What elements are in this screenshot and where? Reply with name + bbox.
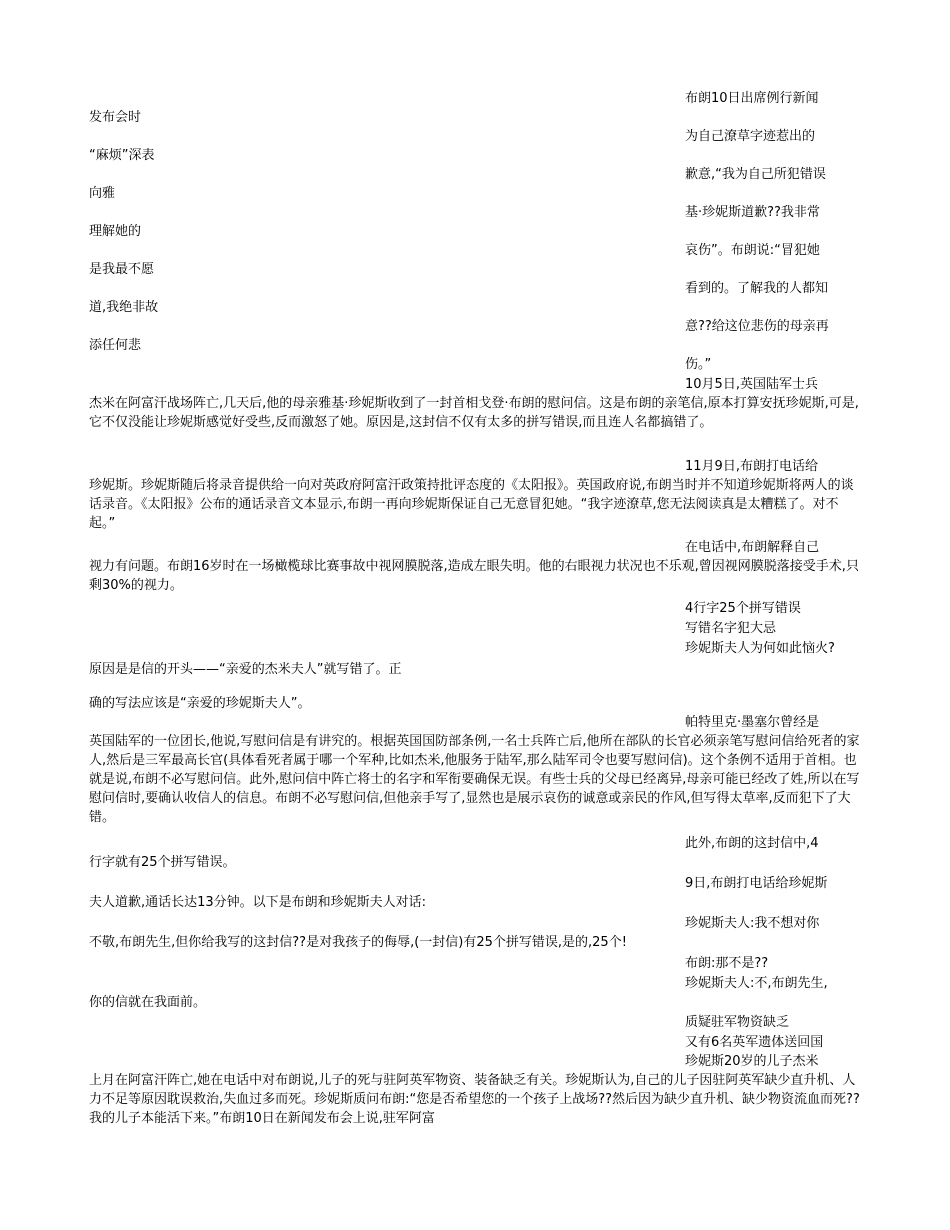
text-line: 向雅 bbox=[89, 186, 116, 201]
paragraph-lead: 帕特里克·墨塞尔曾经是 bbox=[685, 715, 820, 730]
paragraph-body: 行字就有25个拼写错误。 bbox=[89, 855, 236, 870]
dialogue-line: 布朗:那不是?? bbox=[685, 956, 769, 971]
paragraph-lead: 9日,布朗打电话给珍妮斯 bbox=[685, 876, 828, 891]
paragraph bbox=[89, 974, 861, 1012]
paragraph bbox=[89, 834, 861, 872]
text-line: “麻烦”深表 bbox=[89, 148, 155, 163]
section-heading: 质疑驻军物资缺乏 bbox=[685, 1015, 790, 1030]
text-line: 确的写法应该是“亲爱的珍妮斯夫人”。 bbox=[89, 696, 311, 711]
text-line: 意??给这位悲伤的母亲再 bbox=[685, 319, 829, 334]
paragraph-body: 杰米在阿富汗战场阵亡,几天后,他的母亲雅基·珍妮斯收到了一封首相戈登·布朗的慰问信。这是布朗的亲笔信,原本打算安抚珍妮斯,可是,它不仅没能让珍妮斯感觉好受些,反而激怒了她。原因是,这封信不仅有太多的拼写错误,而且连人名都搞错了。 bbox=[89, 396, 859, 430]
paragraph-lead: 11月9日,布朗打电话给 bbox=[685, 459, 818, 474]
paragraph-body: 夫人道歉,通话长达13分钟。以下是布朗和珍妮斯夫人对话: bbox=[89, 895, 427, 910]
text-line: 添任何悲 bbox=[89, 338, 142, 353]
paragraph bbox=[89, 457, 861, 533]
paragraph-body: 珍妮斯。珍妮斯随后将录音提供给一向对英政府阿富汗政策持批评态度的《太阳报》。英国政府说,布朗当时并不知道珍妮斯将两人的谈话录音。《太阳报》公布的通话录音文本显示,布朗一再向珍妮斯保证自己无意冒犯她。“我字迹潦草,您无法阅读真是太糟糕了。对不起。” bbox=[89, 478, 854, 531]
text-line: 理解她的 bbox=[89, 224, 142, 239]
paragraph bbox=[89, 1052, 861, 1128]
section-heading: 珍妮斯夫人为何如此恼火? bbox=[685, 641, 835, 656]
section-heading: 又有6名英军遗体送回国 bbox=[685, 1035, 824, 1050]
text-line: 哀伤”。布朗说:“冒犯她 bbox=[685, 243, 820, 258]
text-line: 看到的。了解我的人都知 bbox=[685, 281, 829, 296]
text-line: 为自己潦草字迹惹出的 bbox=[685, 129, 816, 144]
paragraph-body: 你的信就在我面前。 bbox=[89, 995, 207, 1010]
text-line: 歉意,“我为自己所犯错误 bbox=[685, 167, 826, 182]
paragraph-body: 视力有问题。布朗16岁时在一场橄榄球比赛事故中视网膜脱落,造成左眼失明。他的右眼视力状况也不乐观,曾因视网膜脱落接受手术,只剩30%的视力。 bbox=[89, 559, 859, 593]
text-line: 原因是是信的开头——“亲爱的杰米夫人”就写错了。正 bbox=[89, 662, 402, 677]
paragraph-body: 英国陆军的一位团长,他说,写慰问信是有讲究的。根据英国国防部条例,一名士兵阵亡后,他所在部队的长官必须亲笔写慰问信给死者的家人,然后是三军最高长官(具体看死者属于哪一个军种,比如杰米,他服务于陆军,那么陆军司令也要写慰问信)。这个条例不适用于首相。也就是说,布朗不必写慰问信。此外,慰问信中阵亡将士的名字和军衔要确保无误。有些士兵的父母已经离异,母亲可能已经改了姓,所以在写慰问信时,要确认收信人的信息。布朗不必写慰问信,但他亲手写了,显然也是展示哀伤的诚意或亲民的作风,但写得太草率,反而犯下了大错。 bbox=[89, 734, 860, 825]
paragraph-lead: 在电话中,布朗解释自己 bbox=[685, 540, 820, 555]
text-line: 是我最不愿 bbox=[89, 262, 155, 277]
paragraph-lead: 10月5日,英国陆军士兵 bbox=[685, 377, 818, 392]
text-line: 发布会时 bbox=[89, 110, 142, 125]
section-heading: 4行字25个拼写错误 bbox=[685, 601, 801, 616]
text-line: 基·珍妮斯道歉??我非常 bbox=[685, 205, 820, 220]
paragraph bbox=[89, 375, 861, 432]
paragraph bbox=[89, 538, 861, 595]
section-heading: 写错名字犯大忌 bbox=[685, 621, 777, 636]
text-line: 伤。” bbox=[685, 357, 712, 372]
paragraph-body: 不敬,布朗先生,但你给我写的这封信??是对我孩子的侮辱,(一封信)有25个拼写错误,是的,25个! bbox=[89, 935, 627, 950]
paragraph-lead: 珍妮斯夫人:我不想对你 bbox=[685, 916, 820, 931]
paragraph bbox=[89, 874, 861, 912]
paragraph bbox=[89, 914, 861, 952]
paragraph bbox=[89, 713, 861, 827]
text-line: 布朗10日出席例行新闻 bbox=[685, 91, 819, 106]
paragraph-lead: 珍妮斯夫人:不,布朗先生, bbox=[685, 976, 828, 991]
paragraph-body: 上月在阿富汗阵亡,她在电话中对布朗说,儿子的死与驻阿英军物资、装备缺乏有关。珍妮斯认为,自己的儿子因驻阿英军缺少直升机、人力不足等原因耽误救治,失血过多而死。珍妮斯质问布朗:“您是否希望您的一个孩子上战场??然后因为缺少直升机、缺少物资流血而死??我的儿子本能活下来。”布朗10日在新闻发布会上说,驻军阿富 bbox=[89, 1073, 860, 1126]
paragraph-lead: 此外,布朗的这封信中,4 bbox=[685, 836, 819, 851]
text-line: 道,我绝非故 bbox=[89, 300, 159, 315]
paragraph-lead: 珍妮斯20岁的儿子杰米 bbox=[685, 1054, 819, 1069]
